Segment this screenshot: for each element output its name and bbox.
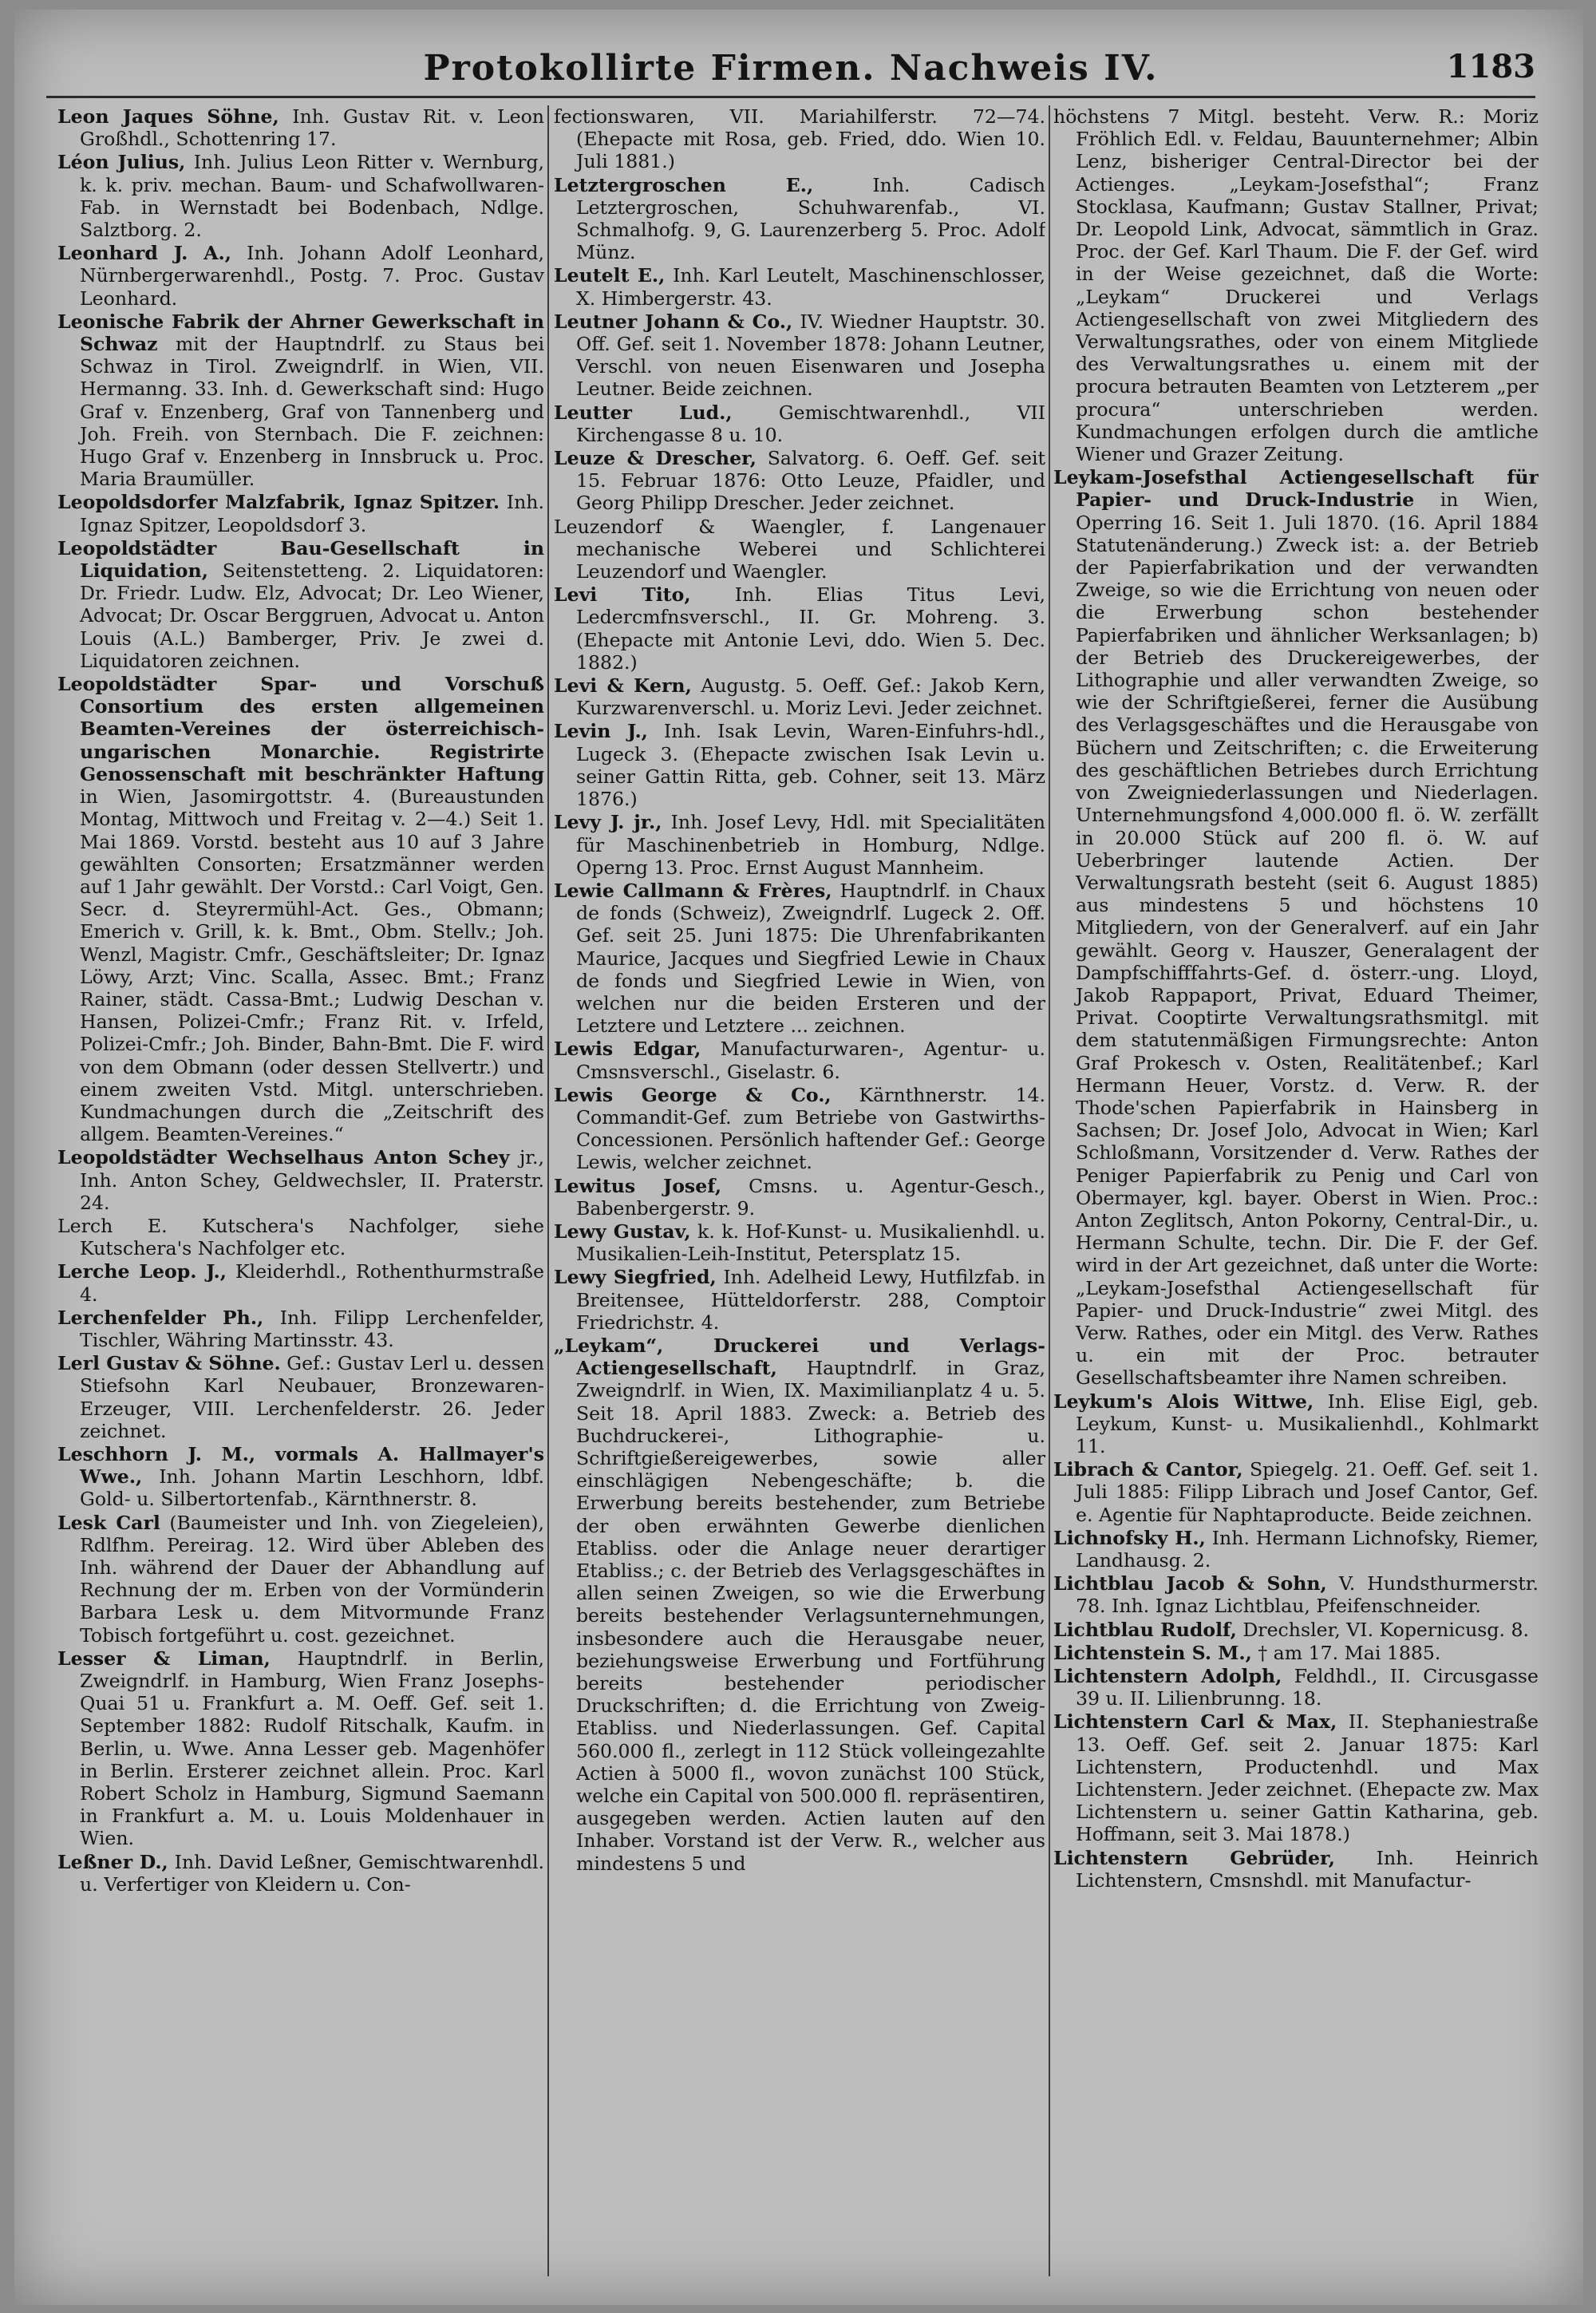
entry-text: Kärnthnerstr. 14. Commandit-Gef. zum Betriebe von Gastwirths-Concessionen. Persönlich haftender Gef.: George Lewis, welcher zeichnet. — [576, 1083, 1045, 1174]
entry-text: jr., Inh. Anton Schey, Geldwechsler, II. Praterstr. 24. — [80, 1146, 544, 1214]
firm-name: Lewitus Josef, — [554, 1174, 722, 1197]
directory-entry — [57, 1851, 544, 1896]
firm-name: Letztergroschen E., — [554, 173, 814, 196]
directory-entry — [57, 491, 544, 536]
entry-text: Seitenstetteng. 2. Liquidatoren: Dr. Friedr. Ludw. Elz, Advocat; Dr. Leo Wiener, Advocat; Dr. Oscar Berggruen, Advocat u. Anton Louis (A.L.) Bamberger, Priv. Je zwei d. Liquidatoren zeichnen. — [80, 559, 544, 672]
entry-text: Hauptndrlf. in Chaux de fonds (Schweiz), Zweigndrlf. Lugeck 2. Off. Gef. seit 25. Juni 1875: Die Uhrenfabrikanten Maurice, Jacques und Siegfried Lewie in Chaux de fonds und Siegfried Lewie in Wien, von welchen nur die beiden Ersteren und der Letztere und Letztere ... zeichnen. — [576, 879, 1045, 1038]
firm-name: „Leykam“, Druckerei und Verlags-Actiengesellschaft, — [554, 1334, 1045, 1380]
entry-text: Salvatorg. 6. Oeff. Gef. seit 15. Februar 1876: Otto Leuze, Pfaidler, und Georg Philipp Drescher. Jeder zeichnet. — [576, 447, 1045, 515]
directory-entry — [1053, 1390, 1539, 1458]
directory-entry — [1053, 1847, 1539, 1892]
page-header — [46, 42, 1535, 89]
entry-text: in Wien, Jasomirgottstr. 4. (Bureaustunden Montag, Mittwoch und Freitag v. 2—4.) Seit 1. Mai 1869. Vorstd. besteht aus 10 auf 3 Jahre gewählten Consorten; Ersatzmänner werden auf 1 Jahr gewählt. Der Vorstd.: Carl Voigt, Gen. Secr. d. Steyrermühl-Act. Ges., Obmann; Emerich v. Grill, k. k. Bmt., Obm. Stellv.; Joh. Wenzl, Magistr. Cmfr., Geschäftsleiter; Dr. Ignaz Löwy, Arzt; Vinc. Scalla, Assec. Bmt.; Franz Rainer, städt. Cassa-Bmt.; Ludwig Deschan v. Hansen, Polizei-Cmfr.; Franz Rit. v. Irfeld, Polizei-Cmfr.; Joh. Binder, Bahn-Bmt. Die F. wird von dem Obmann (oder dessen Stellvertr.) und einem zweiten Vstd. Mitgl. unterschrieben. Kundmachungen durch die „Zeitschrift des allgem. Beamten-Vereines.“ — [80, 785, 544, 1146]
firm-name: Lichtblau Jacob & Sohn, — [1053, 1572, 1327, 1595]
entry-text: Lerch E. Kutschera's Nachfolger, siehe Kutschera's Nachfolger etc. — [57, 1214, 544, 1260]
column-middle — [554, 105, 1045, 2284]
entry-text: Gemischtwarenhdl., VII Kirchengasse 8 u. 10. — [576, 401, 1045, 446]
entry-text: Gef.: Gustav Lerl u. dessen Stiefsohn Karl Neubauer, Bronzewaren-Erzeuger, VIII. Lerchenfelderstr. 26. Jeder zeichnet. — [80, 1352, 544, 1442]
entry-text: † am 17. Mai 1885. — [1251, 1641, 1441, 1664]
directory-entry — [57, 1352, 544, 1442]
firm-name: Lewis Edgar, — [554, 1038, 701, 1061]
entry-text: Hauptndrlf. in Graz, Zweigndrlf. in Wien, IX. Maximilianplatz 4 u. 5. Seit 18. April 1883. Zweck: a. Betrieb des Buchdruckerei-, Lithographie- u. Schriftgießereigewerbes, sowie aller einschlägigen Nebengeschäfte; b. die Erwerbung bereits bestehender, zum Betriebe der oben erwähnten Gewerbe dienlichen Etabliss. oder die Anlage neuer derartiger Etabliss.; c. der Betrieb des Verlagsgeschäftes in allen seinen Zweigen, so wie die Erwerbung bereits bestehender Verlagsunternehmungen, insbesondere auch die Herausgabe neuer, beziehungsweise Erwerbung und Fortführung bereits bestehender periodischer Druckschriften; d. die Errichtung von Zweig-Etabliss. und Niederlassungen. Gef. Capital 560.000 fl., zerlegt in 112 Stück volleingezahlte Actien à 5000 fl., wovon zunächst 100 Stück, welche ein Capital von 500.000 fl. repräsentiren, ausgegeben werden. Actien lauten auf den Inhaber. Vorstand ist der Verw. R., welcher aus mindestens 5 und — [576, 1357, 1045, 1875]
scanned-page — [14, 10, 1583, 2305]
directory-entry — [57, 673, 544, 1145]
directory-entry — [57, 151, 544, 241]
firm-name: Lerl Gustav & Söhne. — [57, 1352, 281, 1375]
column-divider — [1049, 105, 1050, 2276]
entry-text: IV. Wiedner Hauptstr. 30. Off. Gef. seit 1. November 1878: Johann Leutner, Verschl. von neuen Eisenwaren und Josepha Leutner. Beide zeichnen. — [576, 310, 1045, 401]
firm-name: Levin J., — [554, 720, 648, 743]
directory-entry — [554, 1220, 1045, 1265]
firm-name: Lichnofsky H., — [1053, 1526, 1206, 1549]
entry-text: Spiegelg. 21. Oeff. Gef. seit 1. Juli 1885: Filipp Librach und Josef Cantor, Gef. e. Agentie für Naphtaproducte. Beide zeichnen. — [1076, 1458, 1539, 1526]
entry-text: fectionswaren, VII. Mariahilferstr. 72—74. (Ehepacte mit Rosa, geb. Fried, ddo. Wien 10. Juli 1881.) — [554, 105, 1045, 173]
firm-name: Lichtenstern Adolph, — [1053, 1665, 1282, 1688]
firm-name: Leonhard J. A., — [57, 242, 231, 265]
firm-name: Lichtenstern Carl & Max, — [1053, 1710, 1337, 1734]
directory-entry — [554, 1266, 1045, 1334]
firm-name: Lerchenfelder Ph., — [57, 1306, 264, 1329]
firm-name: Lesk Carl — [57, 1511, 160, 1534]
directory-entry — [554, 264, 1045, 309]
directory-entry — [554, 1334, 1045, 1875]
entry-text: II. Stephaniestraße 13. Oeff. Gef. seit 2. Januar 1875: Karl Lichtenstern, Productenhdl. und Max Lichtenstern. Jeder zeichnet. (Ehepacte zw. Max Lichtenstern u. seiner Gattin Katharina, geb. Hoffmann, seit 3. Mai 1878.) — [1076, 1710, 1539, 1846]
column-left — [57, 105, 544, 2284]
directory-entry — [57, 1215, 544, 1259]
directory-entry — [57, 310, 544, 491]
entry-text: Inh. Adelheid Lewy, Hutfilzfab. in Breitensee, Hütteldorferstr. 288, Comptoir Friedrichstr. 4. — [576, 1266, 1045, 1334]
directory-entry — [1053, 1458, 1539, 1526]
entry-text: Inh. Johann Martin Leschhorn, ldbf. Gold- u. Silbertortenfab., Kärnthnerstr. 8. — [80, 1465, 544, 1511]
directory-entry — [554, 1038, 1045, 1082]
entry-text: Kleiderhdl., Rothenthurmstraße 4. — [80, 1260, 544, 1306]
entry-text: mit der Hauptndrlf. zu Staus bei Schwaz in Tirol. Zweigndrlf. in Wien, VII. Hermanng. 33. Inh. d. Gewerkschaft sind: Hugo Graf v. Enzenberg, Graf von Tannenberg und Joh. Freih. von Sternbach. Die F. zeichnen: Hugo Graf v. Enzenberg in Innsbruck u. Proc. Maria Braumüller. — [80, 333, 544, 491]
directory-entry — [554, 811, 1045, 879]
entry-text: Inh. Josef Levy, Hdl. mit Specialitäten für Maschinenbetrieb in Homburg, Ndlge. Operng 13. Proc. Ernst August Mannheim. — [576, 811, 1045, 879]
firm-name: Levy J. jr., — [554, 811, 662, 834]
firm-name: Leßner D., — [57, 1850, 168, 1873]
directory-entry — [554, 174, 1045, 264]
entry-text: Inh. Gustav Rit. v. Leon Großhdl., Schottenring 17. — [80, 105, 544, 151]
directory-entry — [554, 516, 1045, 583]
directory-entry — [1053, 1665, 1539, 1710]
column-divider — [547, 105, 549, 2276]
entry-text: Feldhdl., II. Circusgasse 39 u. II. Lilienbrunng. 18. — [1076, 1665, 1539, 1710]
directory-entry — [554, 447, 1045, 515]
entry-text: Inh. Julius Leon Ritter v. Wernburg, k. k. priv. mechan. Baum- und Schafwollwaren-Fab. in Wernstadt bei Bodenbach, Ndlge. Salztborg. 2. — [80, 151, 544, 242]
directory-entry — [554, 1084, 1045, 1174]
firm-name: Leonische Fabrik der Ahrner Gewerkschaft in Schwaz — [57, 310, 544, 356]
firm-name: Léon Julius, — [57, 151, 186, 174]
directory-entry — [57, 1307, 544, 1351]
directory-entry — [1053, 466, 1539, 1389]
entry-text: Cmsns. u. Agentur-Gesch., Babenbergerstr. 9. — [576, 1174, 1045, 1220]
directory-entry — [554, 880, 1045, 1037]
entry-text: Drechsler, VI. Kopernicusg. 8. — [1236, 1618, 1530, 1641]
entry-text: Inh. Isak Levin, Waren-Einfuhrs-hdl., Lugeck 3. (Ehepacte zwischen Isak Levin u. seiner Gattin Ritta, geb. Cohner, seit 13. März 1876.) — [576, 720, 1045, 811]
entry-text: Leuzendorf & Waengler, f. Langenauer mechanische Weberei und Schlichterei Leuzendorf und Waengler. — [554, 515, 1045, 583]
firm-name: Levi Tito, — [554, 583, 691, 607]
firm-name: Leopoldstädter Spar- und Vorschuß Consortium des ersten allgemeinen Beamten-Vereines der österreichisch-ungarischen Monarchie. Registrirte Genossenschaft mit beschränkter Haftung — [57, 673, 544, 785]
firm-name: Leutner Johann & Co., — [554, 310, 793, 333]
entry-text: höchstens 7 Mitgl. besteht. Verw. R.: Moriz Fröhlich Edl. v. Feldau, Bauunternehmer; Albin Lenz, bisheriger Central-Director bei der Actienges. „Leykam-Josefsthal“; Franz Stocklasa, Kaufmann; Gustav Stallner, Privat; Dr. Leopold Link, Advocat, sämmtlich in Graz. Proc. der Gef. Karl Thaum. Die F. der Gef. wird in der Weise gezeichnet, daß die Worte: „Leykam“ Druckerei und Verlags Actiengesellschaft von zwei Mitgliedern des Verwaltungsrathes, oder von einem Mitgliede des Verwaltungsrathes u. einem mit der procura betrauten Beamten von Letzterem „per procura“ unterschrieben werden. Kundmachungen erfolgen durch die amtliche Wiener und Grazer Zeitung. — [1053, 105, 1539, 466]
entry-text: Hauptndrlf. in Berlin, Zweigndrlf. in Hamburg, Wien Franz Josephs-Quai 51 u. Frankfurt a. M. Oeff. Gef. seit 1. September 1882: Rudolf Ritschalk, Kaufm. in Berlin, u. Wwe. Anna Lesser geb. Magenhöfer in Berlin. Ersterer zeichnet allein. Proc. Karl Robert Scholz in Hamburg, Sigmund Saemann in Frankfurt a. M. u. Louis Moldenhauer in Wien. — [80, 1647, 544, 1850]
entry-text: V. Hundsthurmerstr. 78. Inh. Ignaz Lichtblau, Pfeifenschneider. — [1076, 1572, 1539, 1618]
entry-text: Inh. Karl Leutelt, Maschinenschlosser, X. Himbergerstr. 43. — [576, 264, 1045, 310]
directory-entry — [57, 105, 544, 150]
entry-text: k. k. Hof-Kunst- u. Musikalienhdl. u. Musikalien-Leih-Institut, Petersplatz 15. — [576, 1220, 1045, 1266]
firm-name: Leykam-Josefsthal Actiengesellschaft für Papier- und Druck-Industrie — [1053, 466, 1539, 512]
directory-entry — [1053, 105, 1539, 465]
entry-text: Inh. Elise Eigl, geb. Leykum, Kunst- u. Musikalienhdl., Kohlmarkt 11. — [1076, 1390, 1539, 1457]
directory-entry — [1053, 1710, 1539, 1845]
firm-name: Lewy Siegfried, — [554, 1266, 717, 1289]
entry-text: in Wien, Operring 16. Seit 1. Juli 1870. (16. April 1884 Statutenänderung.) Zweck ist: a. der Betrieb der Papierfabrikation und der verwandten Zweige, so wie die Errichtung von neuen oder die Erwerbung schon bestehender Papierfabriken und ähnlicher Werksanlagen; b) der Betrieb des Druckereigewerbes, der Lithographie und aller verwandten Zweige, so wie der Schriftgießerei, ferner die Ausübung des Verlagsgeschäftes und die Herausgabe von Büchern und Zeitschriften; c. die Erweiterung des geschäftlichen Betriebes durch Errichtung von Zweigniederlassungen und Niederlagen. Unternehmungsfond 4,000.000 fl. ö. W. zerfällt in 20.000 Stück auf 200 fl. ö. W. auf Ueberbringer lautende Actien. Der Verwaltungsrath besteht (seit 6. August 1885) aus mindestens 5 und höchstens 10 Mitgliedern, von der Generalverf. auf ein Jahr gewählt. Georg v. Hauszer, Generalagent der Dampfschifffahrts-Gef. d. österr.-ung. Lloyd, Jakob Rappaport, Privat, Eduard Theimer, Privat. Cooptirte Verwaltungsrathsmitgl. mit dem statutenmäßigen Firmungsrechte: Anton Graf Prokesch v. Osten, Realitätenbef.; Karl Hermann Heuer, Vorstz. d. Verw. R. der Thode'schen Papierfabrik in Hainsberg in Sachsen; Dr. Josef Jolo, Advocat in Wien; Karl Schloßmann, Vorsitzender d. Verw. Rathes der Peniger Papierfabrik zu Penig und Carl von Obermayer, kgl. bayer. Oberst in Wien. Proc.: Anton Zeglitsch, Anton Pokorny, Central-Dir., u. Hermann Schulte, techn. Dir. Die F. der Gef. wird in der Art gezeichnet, daß unter die Worte: „Leykam-Josefsthal Actiengesellschaft für Papier- und Druck-Industrie“ zwei Mitgl. des Verw. Rathes, oder ein Mitgl. des Verw. Rathes u. ein mit der Proc. betrauter Gesellschaftsbeamter ihre Namen schreiben. — [1076, 488, 1539, 1390]
entry-text: Inh. Johann Adolf Leonhard, Nürnbergerwarenhdl., Postg. 7. Proc. Gustav Leonhard. — [80, 242, 544, 310]
firm-name: Librach & Cantor, — [1053, 1458, 1243, 1481]
directory-entry — [57, 1260, 544, 1305]
directory-entry — [554, 401, 1045, 446]
directory-entry — [57, 1512, 544, 1647]
entry-text: Inh. Ignaz Spitzer, Leopoldsdorf 3. — [80, 491, 544, 536]
directory-entry — [57, 1146, 544, 1214]
firm-name: Levi & Kern, — [554, 674, 692, 698]
directory-entry — [1053, 1572, 1539, 1617]
page-number: 1183 — [1446, 48, 1535, 85]
firm-name: Leopoldstädter Wechselhaus Anton Schey — [57, 1146, 510, 1169]
entry-text: Inh. Elias Titus Levi, Ledercmfnsverschl., II. Gr. Mohreng. 3. (Ehepacte mit Antonie Levi, ddo. Wien 5. Dec. 1882.) — [576, 583, 1045, 674]
directory-entry — [57, 242, 544, 310]
directory-entry — [57, 537, 544, 672]
directory-entry — [554, 674, 1045, 719]
firm-name: Leuze & Drescher, — [554, 447, 757, 470]
entry-text: Inh. Hermann Lichnofsky, Riemer, Landhausg. 2. — [1076, 1526, 1539, 1572]
directory-entry — [1053, 1619, 1539, 1641]
directory-entry — [1053, 1642, 1539, 1664]
firm-name: Lichtenstein S. M., — [1053, 1641, 1252, 1664]
page-title: Protokollirte Firmen. Nachweis IV. — [423, 48, 1159, 89]
firm-name: Lewie Callmann & Frères, — [554, 879, 832, 902]
entry-text: (Baumeister und Inh. von Ziegeleien), Rdlfhm. Pereirag. 12. Wird über Ableben des Inh. während der Dauer der Abhandlung auf Rechnung der m. Erben von der Vormünderin Barbara Lesk u. dem Mitvormunde Franz Tobisch fortgeführt u. cost. gezeichnet. — [80, 1511, 544, 1647]
entry-text: Manufacturwaren-, Agentur- u. Cmsnsverschl., Giselastr. 6. — [576, 1038, 1045, 1083]
firm-name: Leon Jaques Söhne, — [57, 105, 279, 128]
header-rule — [46, 96, 1535, 98]
firm-name: Leopoldsdorfer Malzfabrik, Ignaz Spitzer. — [57, 491, 500, 514]
firm-name: Lichtenstern Gebrüder, — [1053, 1846, 1335, 1869]
firm-name: Lewy Gustav, — [554, 1220, 691, 1243]
firm-name: Lichtblau Rudolf, — [1053, 1618, 1237, 1641]
directory-entry — [554, 720, 1045, 810]
entry-text: Inh. David Leßner, Gemischtwarenhdl. u. Verfertiger von Kleidern u. Con- — [80, 1850, 544, 1896]
directory-entry — [554, 310, 1045, 401]
directory-entry — [57, 1443, 544, 1511]
directory-entry — [1053, 1527, 1539, 1572]
firm-name: Lesser & Liman, — [57, 1647, 271, 1670]
entry-text: Inh. Filipp Lerchenfelder, Tischler, Währing Martinsstr. 43. — [80, 1306, 544, 1351]
firm-name: Leopoldstädter Bau-Gesellschaft in Liquidation, — [57, 536, 544, 583]
firm-name: Leschhorn J. M., vormals A. Hallmayer's Wwe., — [57, 1442, 544, 1489]
entry-text: Inh. Cadisch Letztergroschen, Schuhwarenfab., VI. Schmalhofg. 9, G. Laurenzerberg 5. Proc. Adolf Münz. — [576, 173, 1045, 264]
firm-name: Leutelt E., — [554, 264, 666, 287]
firm-name: Lerche Leop. J., — [57, 1260, 227, 1283]
firm-name: Leutter Lud., — [554, 401, 733, 424]
column-right — [1053, 105, 1539, 2284]
directory-entry — [57, 1647, 544, 1850]
directory-entry — [554, 1175, 1045, 1220]
directory-entry — [554, 105, 1045, 173]
entry-text: Inh. Heinrich Lichtenstern, Cmsnshdl. mit Manufactur- — [1076, 1846, 1539, 1892]
entry-text: Augustg. 5. Oeff. Gef.: Jakob Kern, Kurzwarenverschl. u. Moriz Levi. Jeder zeichnet. — [576, 674, 1045, 720]
firm-name: Leykum's Alois Wittwe, — [1053, 1390, 1314, 1413]
directory-entry — [554, 583, 1045, 674]
firm-name: Lewis George & Co., — [554, 1083, 832, 1106]
